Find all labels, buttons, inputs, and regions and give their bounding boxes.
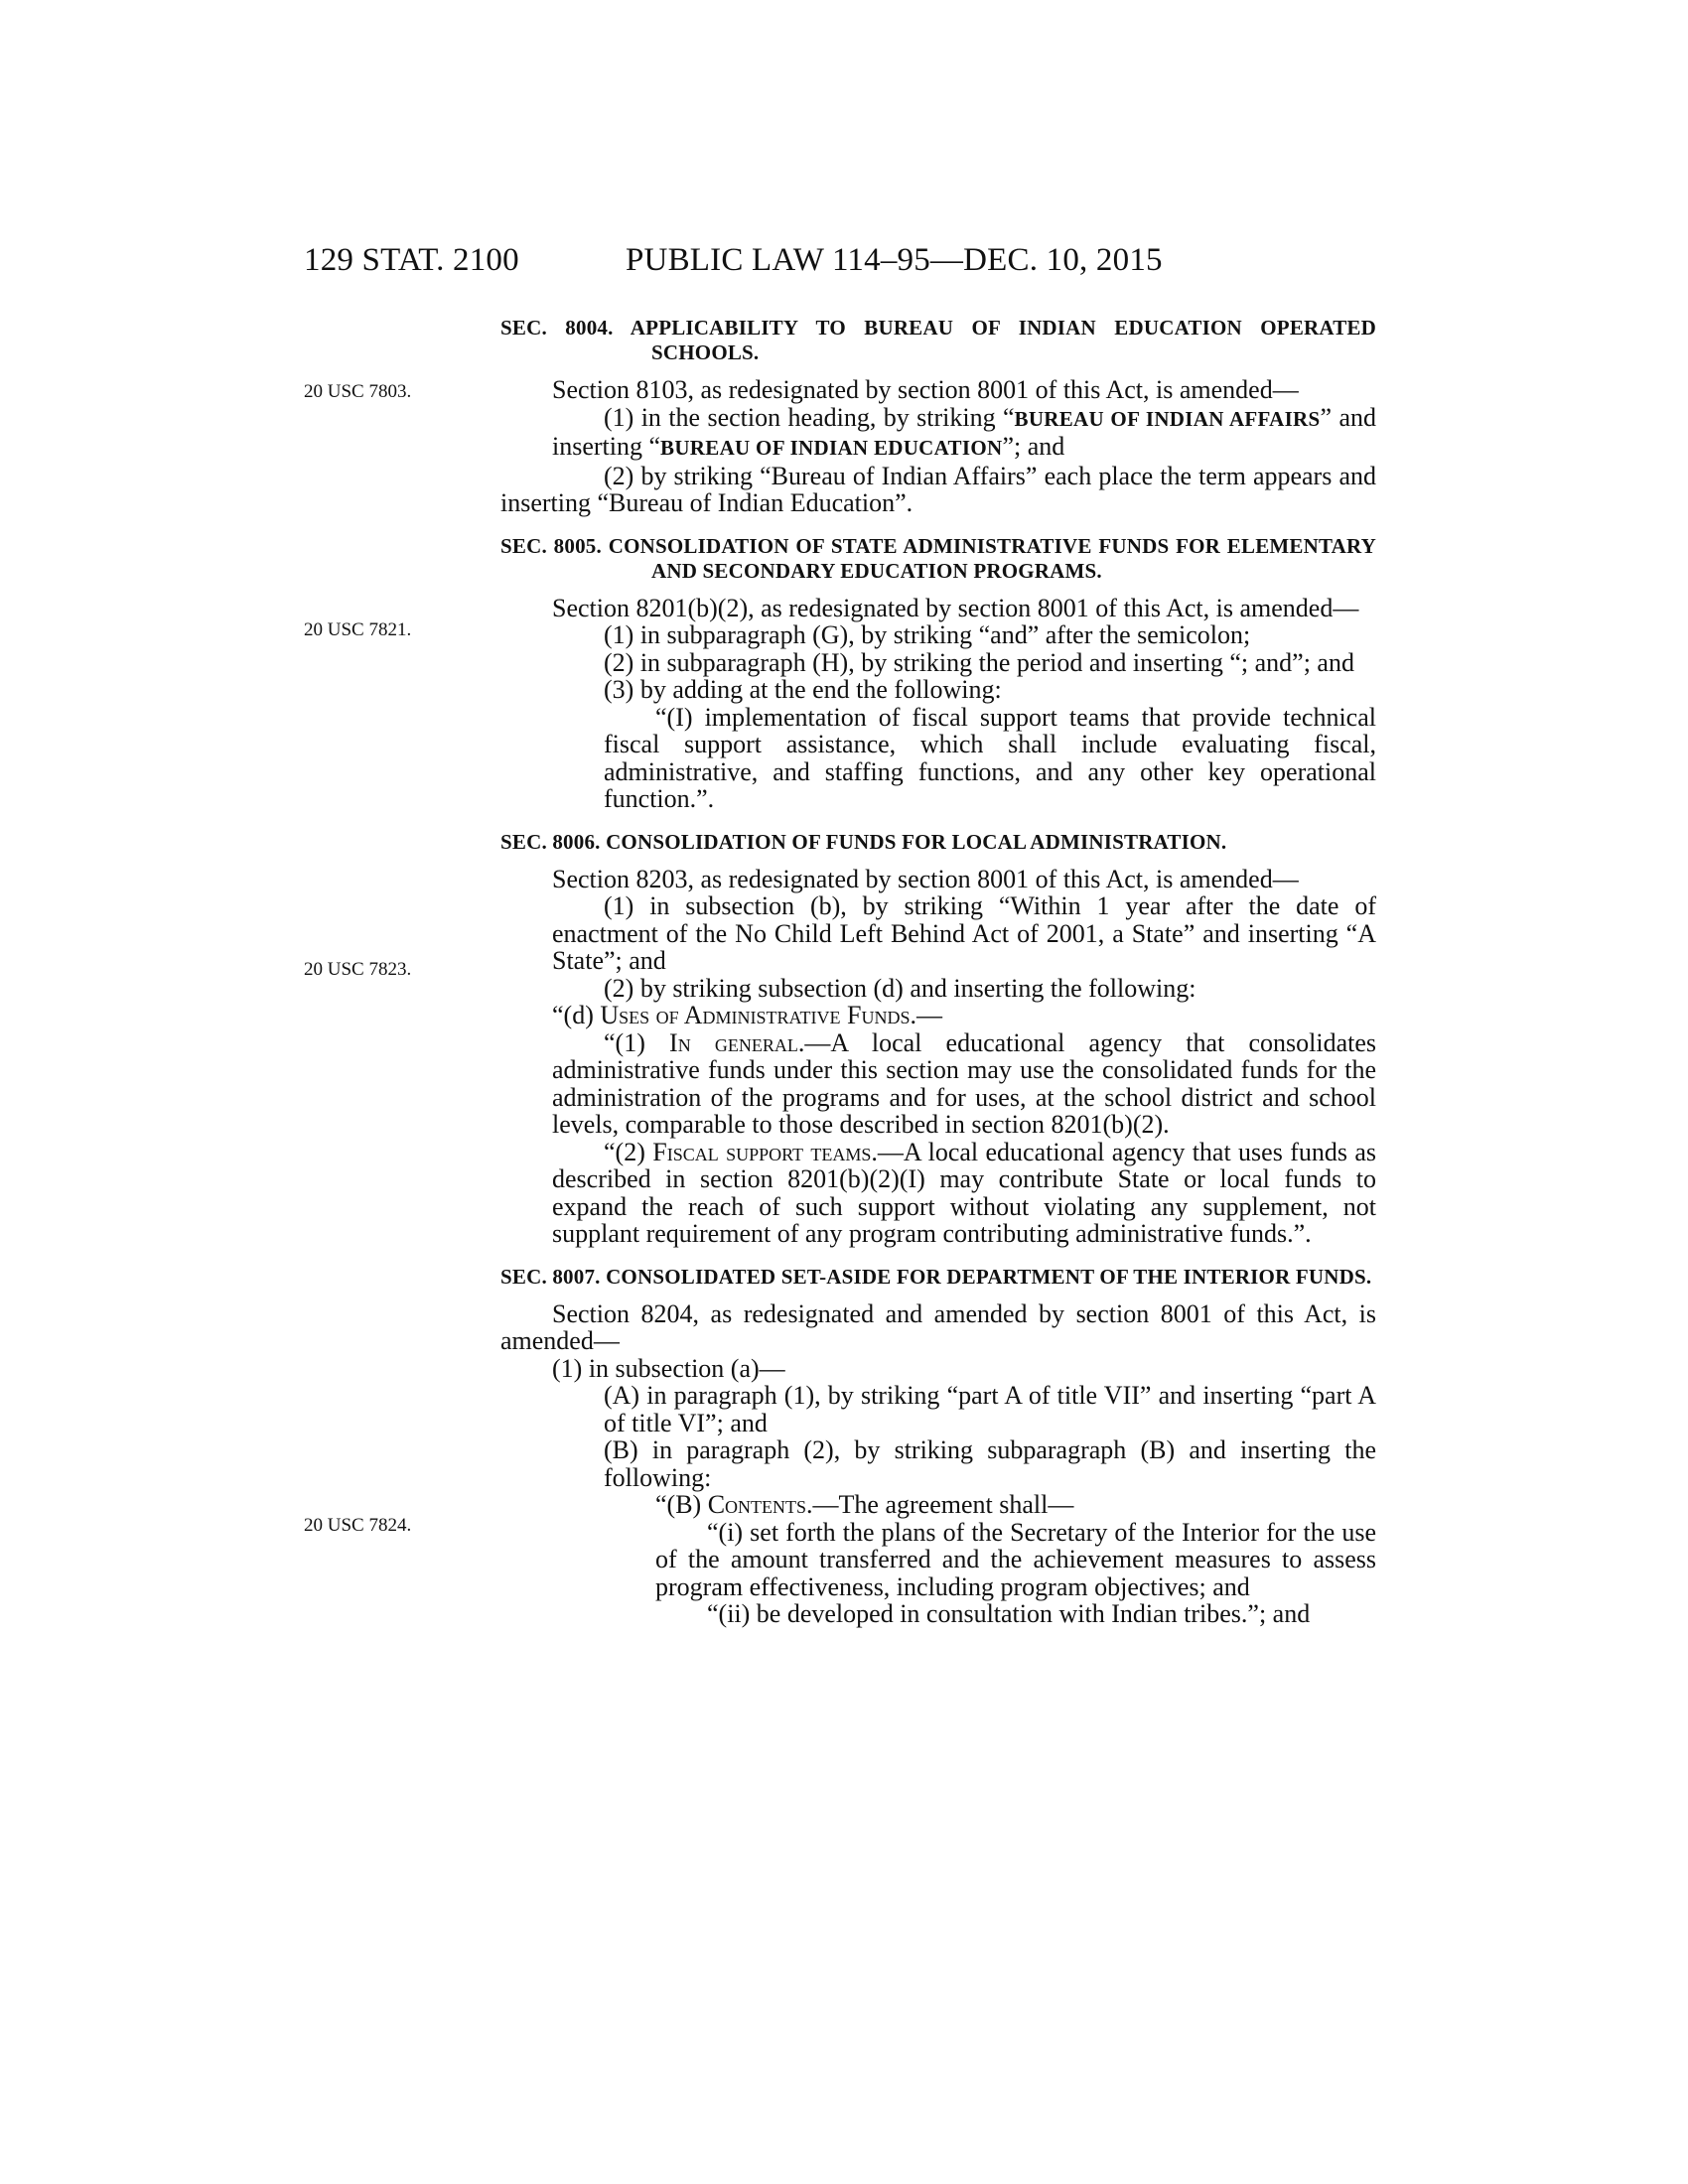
section-8006-para-2: (2) by striking subsection (d) and inserting the following:	[604, 973, 1196, 1003]
section-heading-8005: SEC. 8005. CONSOLIDATION OF STATE ADMINISTRATIVE FUNDS FOR ELEMENTARY AND SECONDARY EDUCATION PROGRAMS.	[500, 533, 1377, 583]
section-8006-d-2: “(2) Fiscal support teams.—A local educational agency that uses funds as described in section 8201(b)(2)(I) may contribute State or local funds to expand the reach of such support without violating any supplement, not supplant requirement of any program contributing administrative funds.”.	[552, 1137, 1377, 1248]
section-8006-intro: Section 8203, as redesignated by section 8001 of this Act, is amended—	[552, 864, 1299, 893]
section-8007-quoted-B: “(B) Contents.—The agreement shall—	[655, 1490, 1074, 1519]
margin-citation-7823: 20 USC 7823.	[304, 959, 412, 980]
section-8005-intro: Section 8201(b)(2), as redesignated by section 8001 of this Act, is amended—	[552, 593, 1359, 622]
section-8007-clause-i: “(i) set forth the plans of the Secretary of the Interior for the use of the amount transferred and the achievement measures to assess program effectiveness, including program objectives; and	[655, 1517, 1376, 1601]
statute-body	[500, 316, 1376, 1628]
section-8004-para-1: (1) in the section heading, by striking “BUREAU OF INDIAN AFFAIRS” and inserting “BUREAU OF INDIAN EDUCATION”; and	[552, 402, 1376, 461]
section-8007-subpara-B: (B) in paragraph (2), by striking subparagraph (B) and inserting the following:	[604, 1435, 1376, 1492]
margin-citation-7824: 20 USC 7824.	[304, 1515, 412, 1536]
section-8007-clause-ii: “(ii) be developed in consultation with Indian tribes.”; and	[707, 1599, 1311, 1628]
section-8006-subsection-d: “(d) Uses of Administrative Funds.—	[552, 1001, 942, 1029]
running-head: PUBLIC LAW 114–95—DEC. 10, 2015	[626, 242, 1163, 278]
section-8004-para-2: (2) by striking “Bureau of Indian Affairs” each place the term appears and inserting “Bureau of Indian Education”.	[500, 461, 1376, 517]
margin-citation-7803: 20 USC 7803.	[304, 381, 412, 402]
section-8005-para-3: (3) by adding at the end the following:	[604, 675, 1002, 704]
section-8006-d-1: “(1) In general.—A local educational agency that consolidates administrative funds under this section may use the consolidated funds for the administration of the programs and for uses, at the school district and school levels, comparable to those described in section 8201(b)(2).	[552, 1027, 1376, 1139]
section-8007-para-1: (1) in subsection (a)—	[552, 1353, 785, 1383]
statute-page-reference: 129 STAT. 2100	[304, 242, 519, 278]
section-8005-para-1: (1) in subparagraph (G), by striking “and” after the semicolon;	[604, 620, 1251, 649]
section-8005-quoted-subpara-I: “(I) implementation of fiscal support teams that provide technical fiscal support assistance, which shall include evaluating fiscal, administrative, and staffing functions, and any other key operational function.”.	[604, 702, 1376, 813]
section-8007-subpara-A: (A) in paragraph (1), by striking “part A of title VII” and inserting “part A of title VI”; and	[604, 1381, 1376, 1437]
section-8006-para-1: (1) in subsection (b), by striking “Within 1 year after the date of enactment of the No Child Left Behind Act of 2001, a State” and inserting “A State”; and	[552, 891, 1376, 975]
section-8004-intro: Section 8103, as redesignated by section 8001 of this Act, is amended—	[552, 375, 1299, 404]
section-heading-8007: SEC. 8007. CONSOLIDATED SET-ASIDE FOR DEPARTMENT OF THE INTERIOR FUNDS.	[500, 1264, 1372, 1289]
section-heading-8006: SEC. 8006. CONSOLIDATION OF FUNDS FOR LOCAL ADMINISTRATION.	[500, 829, 1227, 854]
margin-citation-7821: 20 USC 7821.	[304, 619, 412, 640]
section-8007-intro: Section 8204, as redesignated and amended by section 8001 of this Act, is amended—	[500, 1298, 1376, 1355]
section-8005-para-2: (2) in subparagraph (H), by striking the period and inserting “; and”; and	[604, 647, 1354, 677]
section-heading-8004: SEC. 8004. APPLICABILITY TO BUREAU OF INDIAN EDUCATION OPERATED SCHOOLS.	[500, 316, 1376, 364]
